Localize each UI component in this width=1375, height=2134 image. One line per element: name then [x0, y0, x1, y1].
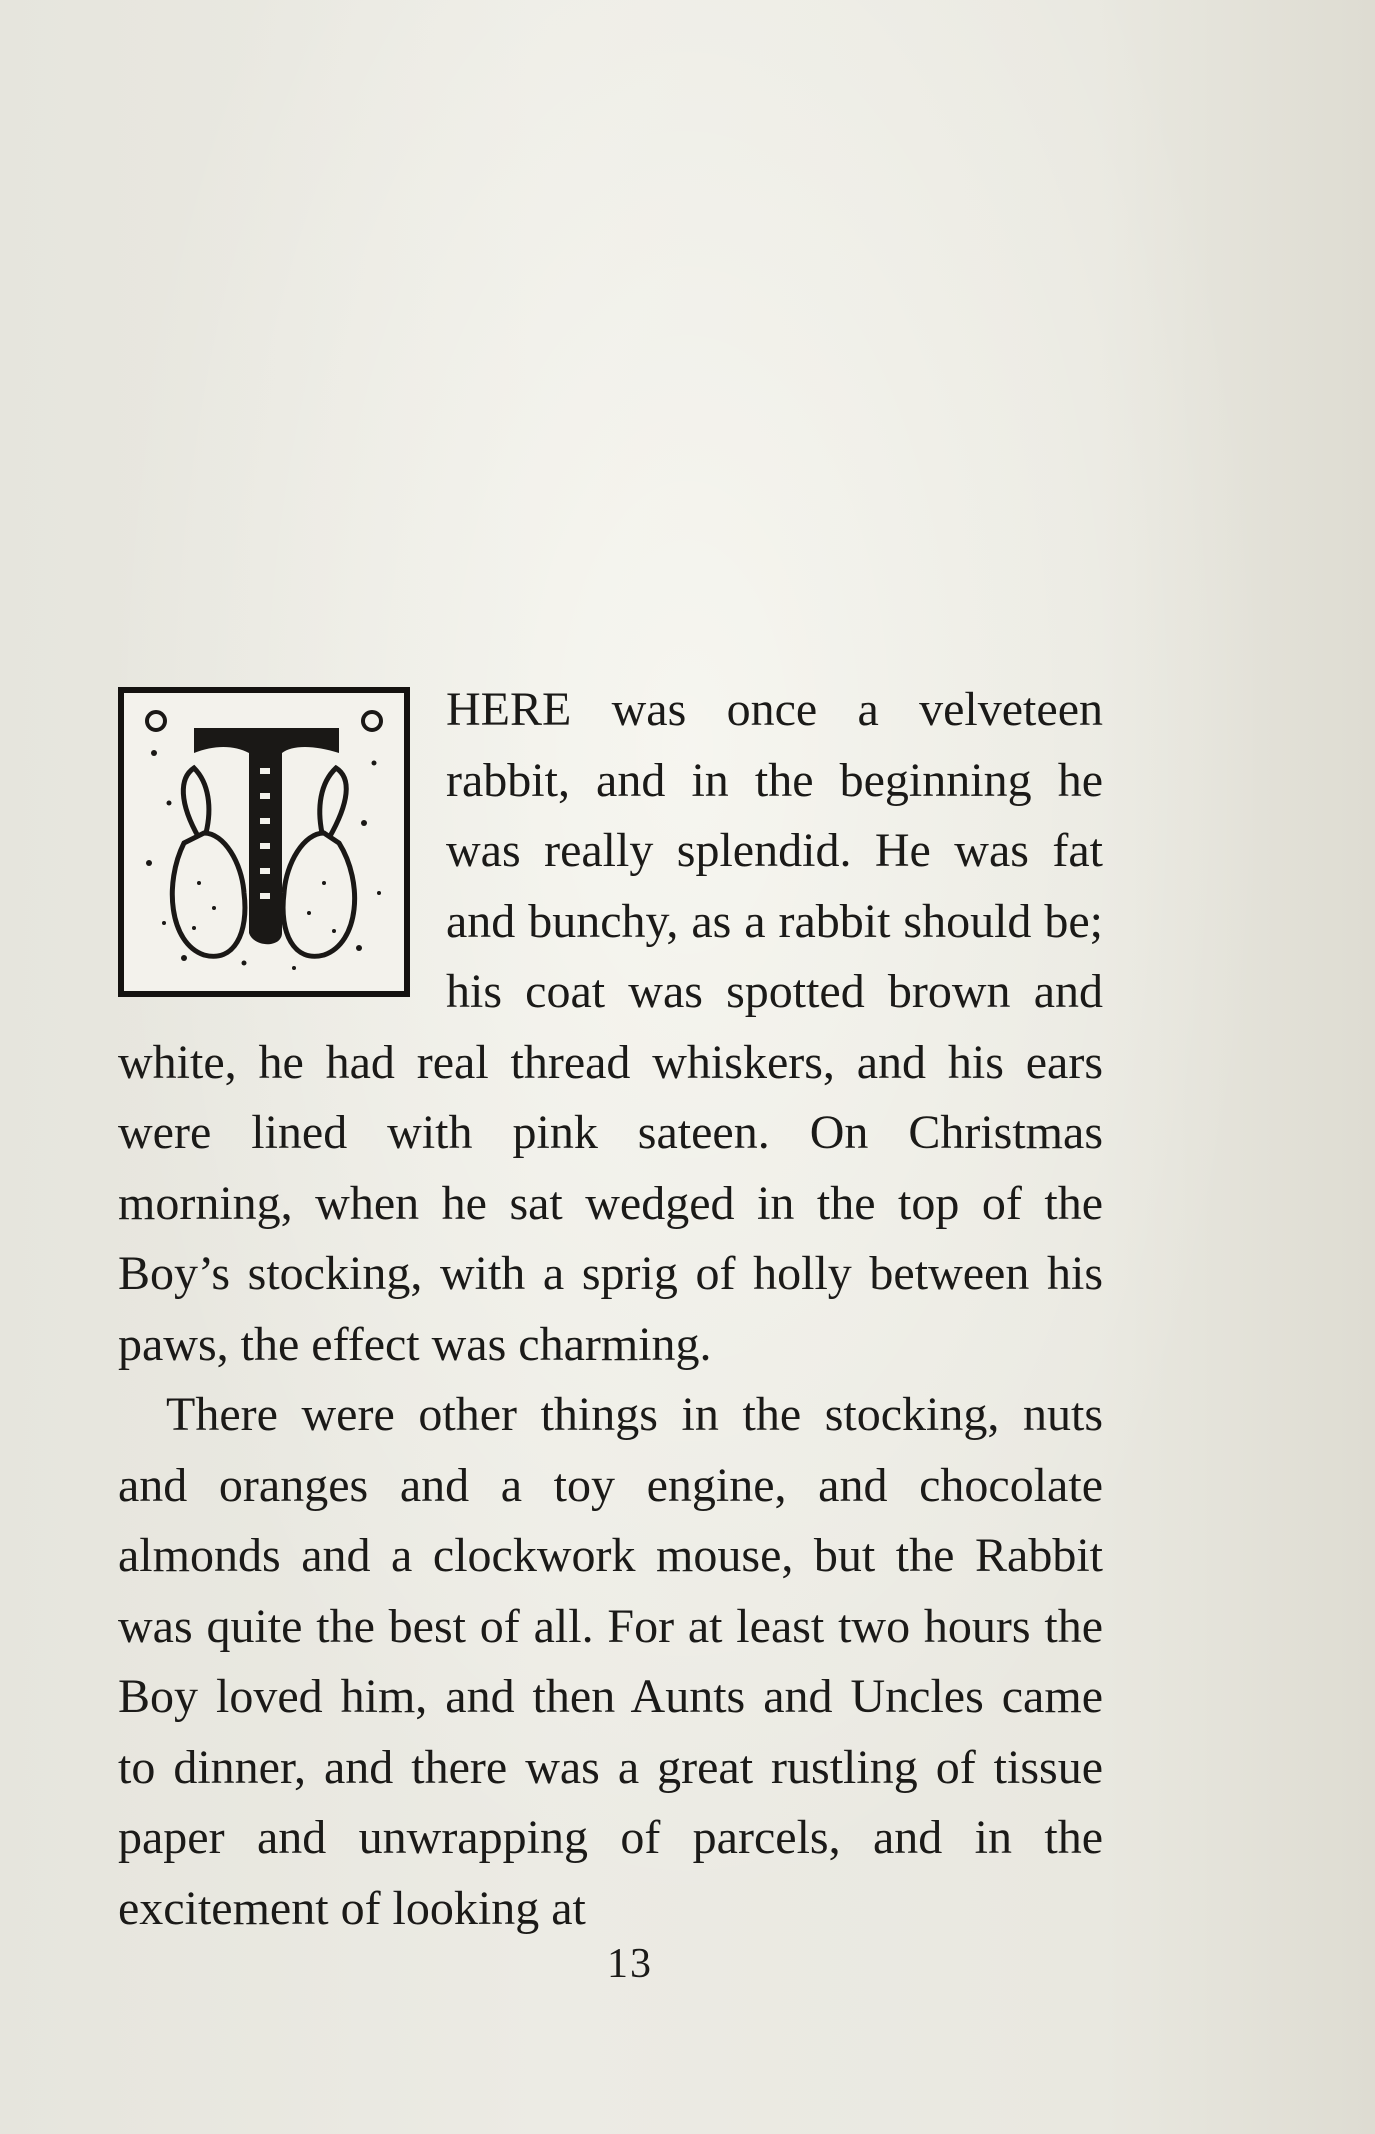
- page-number: 13: [607, 1941, 653, 1987]
- paragraph-1-text: HERE was once a velveteen rabbit, and in the beginning he was really splendid. He was fat and bunchy, as a rabbit should be; his coat was spotted brown and white, he had real thread whiskers, and his ears were lined with pink sateen. On Christmas morning, when he sat wedged in the top of the Boy’s stocking, with a sprig of holly between his paws, the effect was charming.: [118, 683, 1103, 1371]
- ornamental-initial-icon: [118, 687, 410, 997]
- paragraph-2: [118, 1380, 1103, 1944]
- story-text: [118, 675, 1103, 1944]
- paragraph-2-text: There were other things in the stocking, nuts and oranges and a toy engine, and chocolate almonds and a clockwork mouse, but the Rabbit was quite the best of all. For at least two hours the Boy loved him, and then Aunts and Uncles came to dinner, and there was a great rustling of tissue paper and unwrapping of parcels, and in the excitement of looking at: [118, 1388, 1103, 1935]
